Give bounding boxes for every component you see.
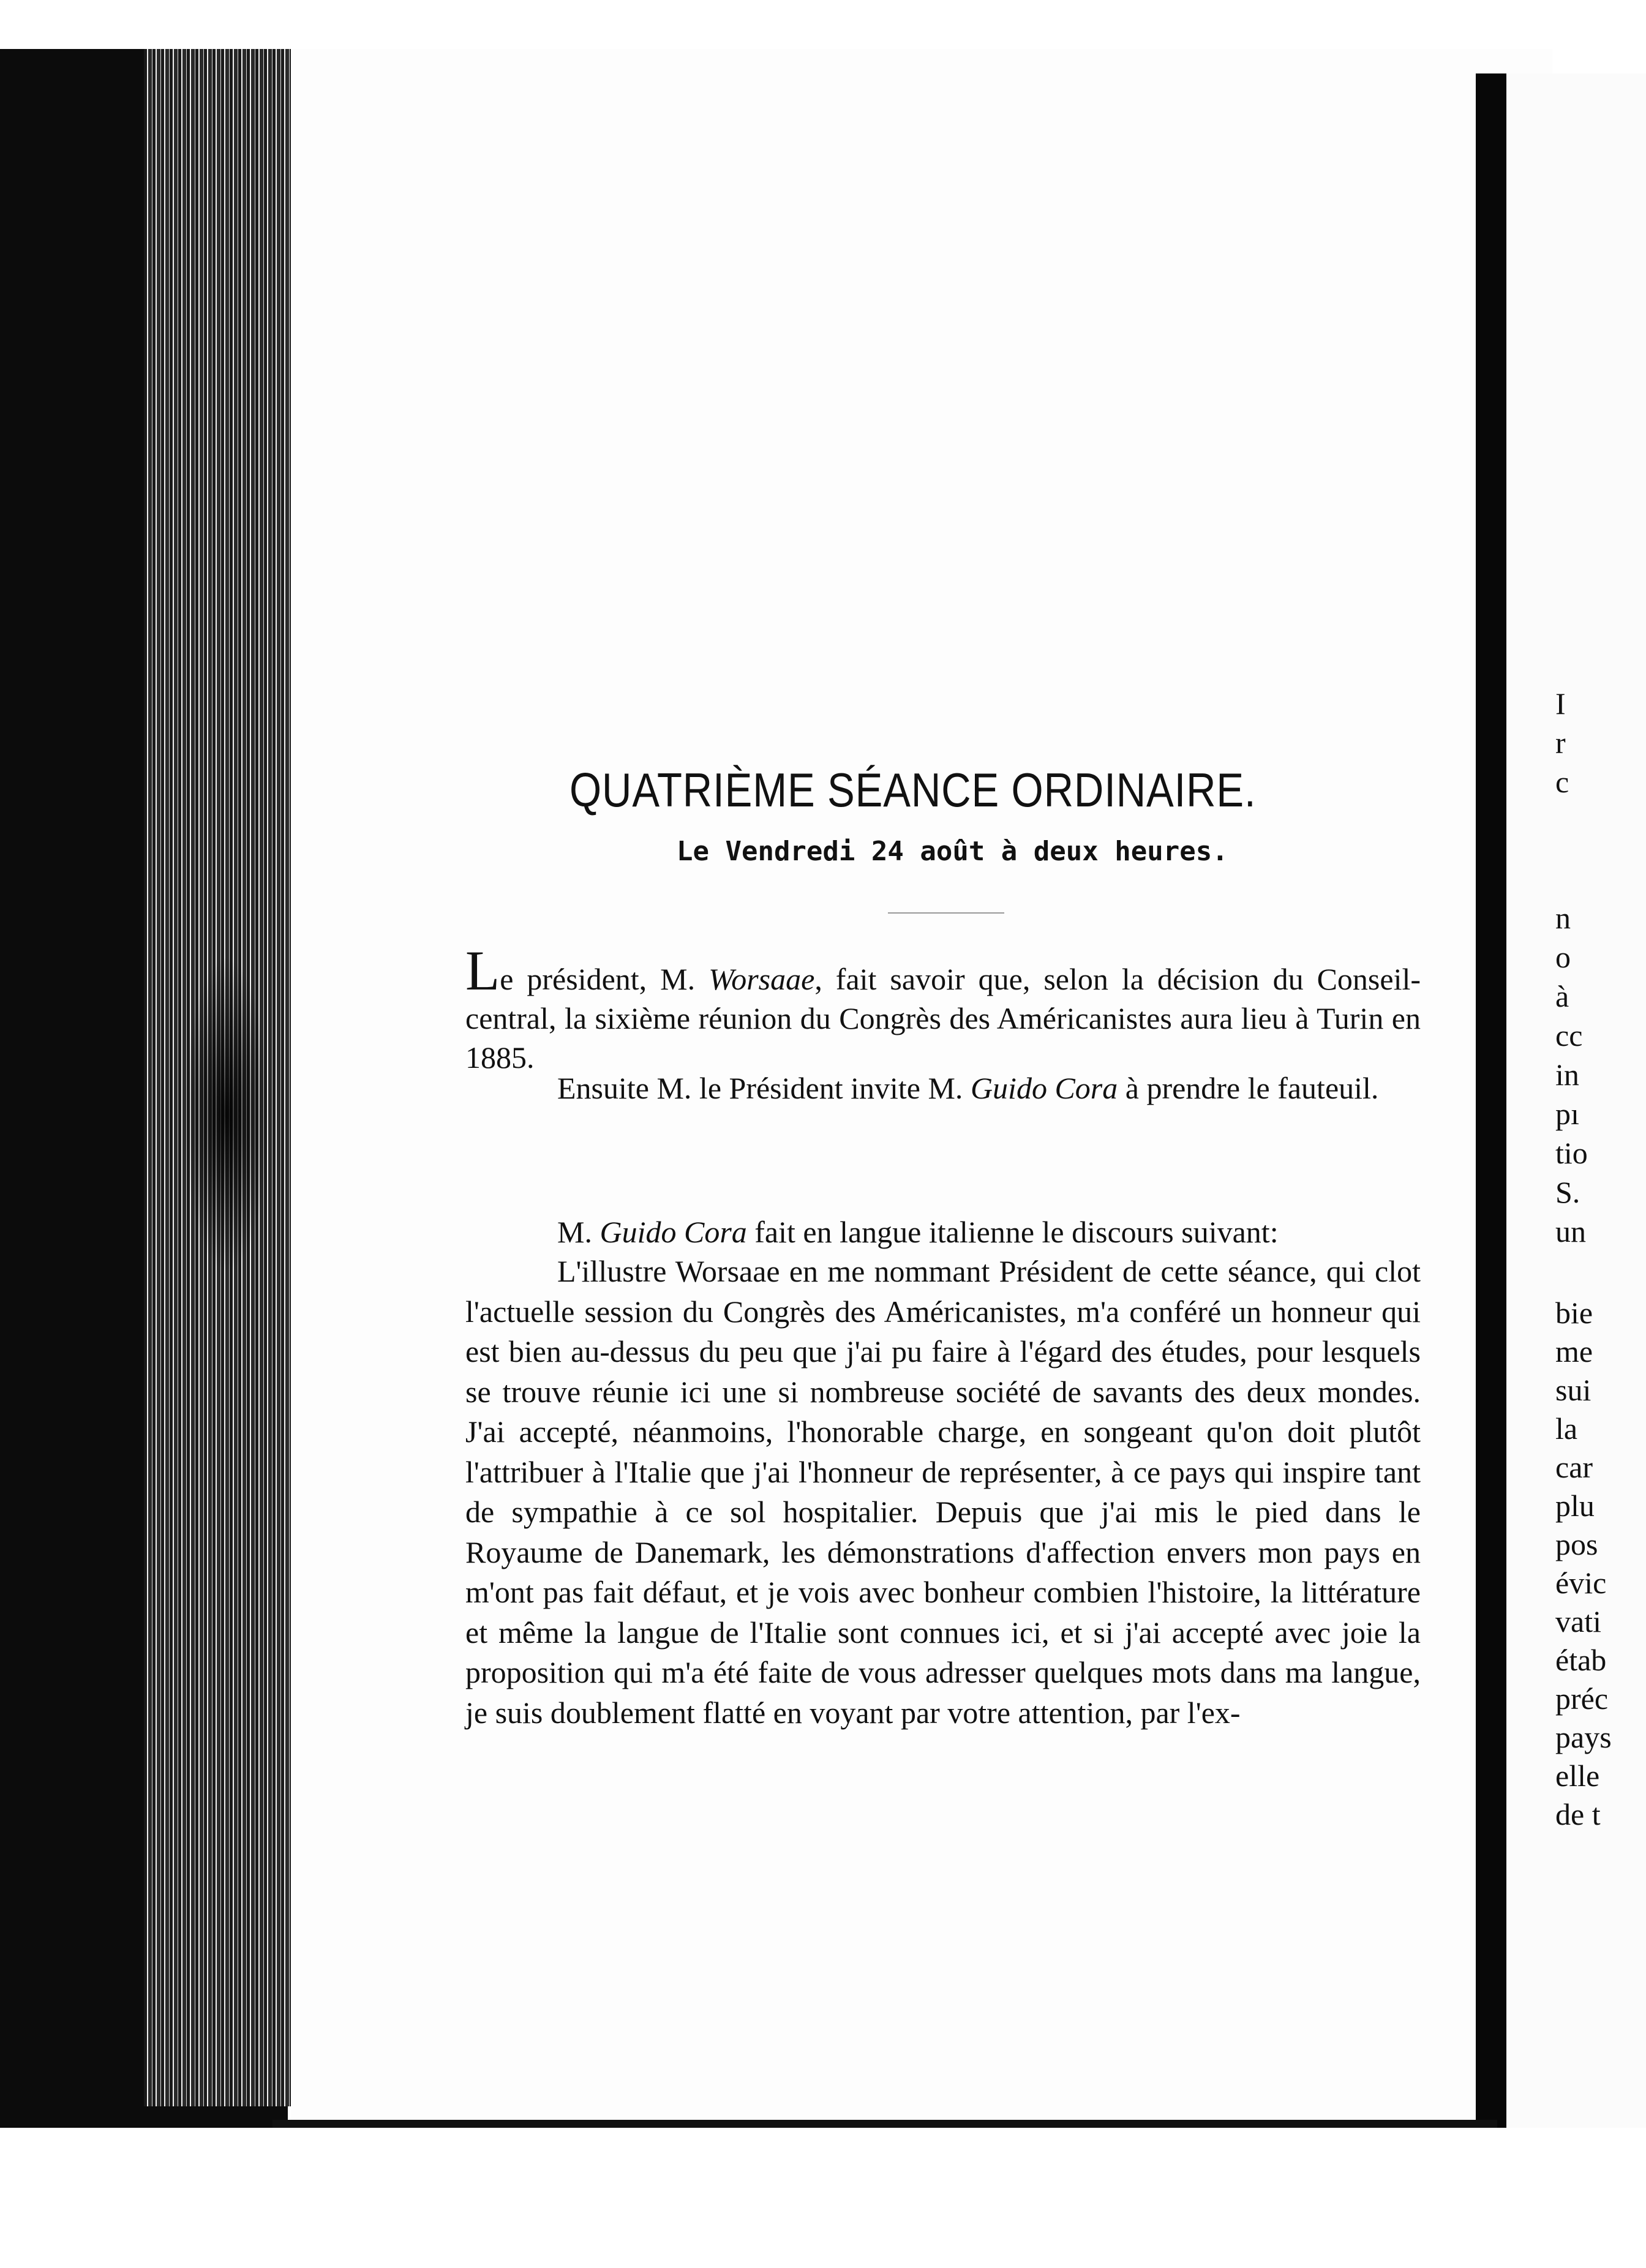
facing-page-line: la <box>1555 1411 1578 1446</box>
facing-page-line: à <box>1555 979 1569 1013</box>
facing-page-line: S. <box>1555 1175 1580 1209</box>
page-edge-shadow <box>184 955 269 1274</box>
facing-page-line: cc <box>1555 1018 1583 1053</box>
facing-page-line: tio <box>1555 1136 1588 1170</box>
facing-page-line: bie <box>1555 1296 1593 1330</box>
facing-page-line: vati <box>1555 1604 1601 1639</box>
facing-page-line: I <box>1555 686 1566 721</box>
paragraph-speech-intro: M. Guido Cora fait en langue italienne le discours suivant: <box>557 1215 1279 1249</box>
facing-page-line: car <box>1555 1450 1593 1484</box>
paragraph-speech: L'illustre Worsaae en me nommant Président de cette séance, qui clot l'actuelle session du Congrès des Américanistes, m'a conféré un honneur qui est bien au-dessus du peu que j'ai pu faire à l'égard des études, pour lesquels se trouve réunie ici une si nombreuse société de savants des deux mondes. J'ai accepté, néanmoins, l'honorable charge, en songeant qu'on doit plutôt l'attribuer à l'Italie que j'ai l'honneur de représenter, à ce pays qui inspire tant de sympathie à ce sol hospitalier. Depuis que j'ai mis le pied dans le Royaume de Danemark, les démonstrations d'affection envers mon pays en m'ont pas fait défaut, et je vois avec bonheur combien l'histoire, la littérature et même la langue de l'Italie sont connues ici, et si j'ai accepté avec joie la proposition qui m'a été faite de vous adresser quelques mots dans ma langue, je suis doublement flatté en voyant par votre attention, par l'ex- <box>465 1254 1421 1730</box>
facing-page-line: sui <box>1555 1373 1592 1407</box>
separator-rule <box>888 912 1004 914</box>
facing-page-line: n <box>1555 901 1571 935</box>
book-gutter <box>1476 73 1506 2161</box>
facing-page-line: me <box>1555 1334 1593 1369</box>
facing-page-line: pı <box>1555 1097 1579 1131</box>
drop-cap: L <box>465 939 500 1002</box>
person-name: Guido Cora <box>970 1071 1118 1105</box>
person-name: Guido Cora <box>599 1215 747 1249</box>
facing-page-line: r <box>1555 726 1566 760</box>
facing-page-line: o <box>1555 940 1571 974</box>
scan-border-top <box>0 0 1646 49</box>
facing-page-line: in <box>1555 1057 1579 1092</box>
facing-page-line: elle <box>1555 1759 1600 1793</box>
paragraph-announcement: Le président, M. Worsaae, fait savoir que, selon la décision du Conseil-central, la sixième réunion du Congrès des Américanistes aura lieu à Turin en 1885. <box>465 939 1421 1075</box>
section-title: QUATRIÈME SÉANCE ORDINAIRE. <box>569 763 1257 817</box>
facing-page-line: de t <box>1555 1797 1601 1831</box>
scan-border-bottom <box>0 2128 1646 2268</box>
facing-page <box>1506 73 1646 2161</box>
facing-page-line: plu <box>1555 1489 1595 1523</box>
facing-page-line: évic <box>1555 1566 1607 1600</box>
paragraph-invitation: Ensuite M. le Président invite M. Guido Cora à prendre le fauteuil. <box>557 1071 1379 1105</box>
section-subtitle: Le Vendredi 24 août à deux heures. <box>677 836 1228 867</box>
facing-page-line: pays <box>1555 1720 1612 1754</box>
facing-page-line: c <box>1555 765 1569 799</box>
person-name: Worsaae <box>708 962 815 996</box>
facing-page-line: pos <box>1555 1527 1598 1561</box>
facing-page-line: étab <box>1555 1643 1607 1677</box>
facing-page-line: préc <box>1555 1681 1609 1716</box>
facing-page-line: un <box>1555 1214 1586 1249</box>
